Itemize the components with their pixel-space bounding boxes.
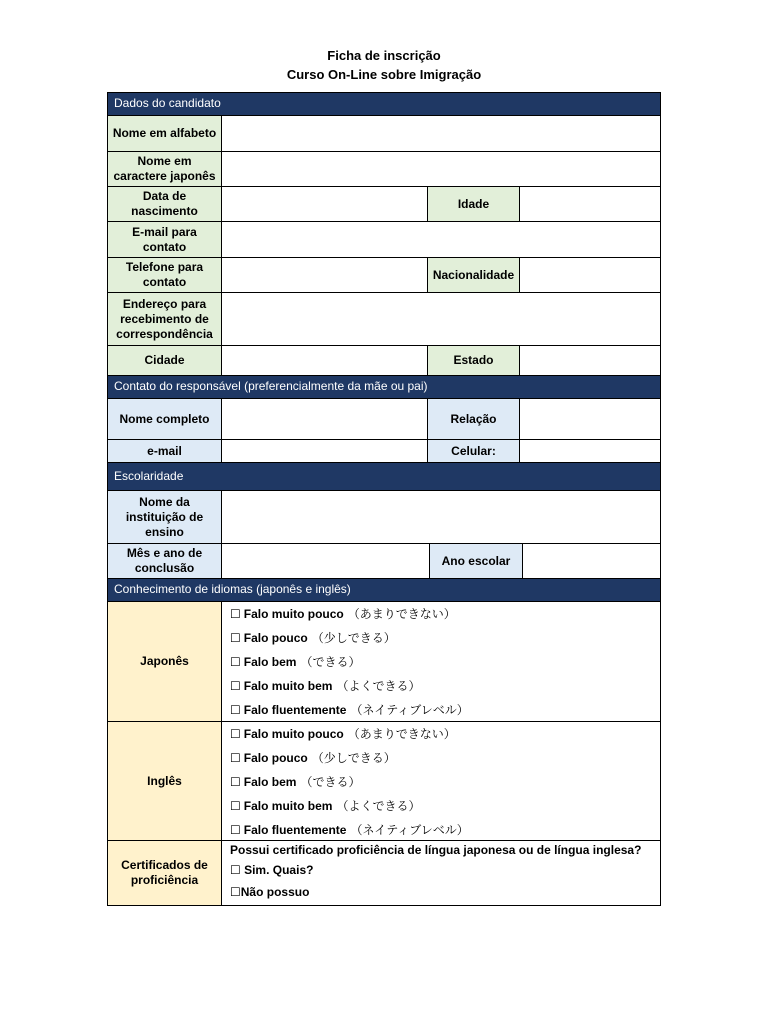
label-english: Inglês: [108, 722, 222, 841]
institution-field[interactable]: [222, 491, 660, 544]
checkbox-icon[interactable]: ☐: [230, 631, 241, 645]
checkbox-icon[interactable]: ☐: [230, 607, 241, 621]
registration-form: [107, 92, 661, 906]
japanese-option-2[interactable]: ☐ Falo pouco （少しできる）: [230, 631, 396, 645]
label-guardian-name: Nome completo: [108, 399, 222, 440]
english-option-4[interactable]: ☐ Falo muito bem （よくできる）: [230, 799, 421, 813]
label-certificates: Certificados de proficiência: [108, 841, 222, 905]
label-relationship: Relação: [428, 399, 520, 440]
certificate-yes-option[interactable]: ☐ Sim. Quais?: [230, 863, 314, 877]
japanese-option-4[interactable]: ☐ Falo muito bem （よくできる）: [230, 679, 421, 693]
state-field[interactable]: [520, 346, 660, 376]
nationality-field[interactable]: [520, 258, 660, 293]
city-field[interactable]: [222, 346, 428, 376]
form-subtitle: Curso On-Line sobre Imigração: [286, 67, 482, 82]
graduation-date-field[interactable]: [222, 544, 430, 579]
label-nationality: Nacionalidade: [428, 258, 520, 293]
label-japanese: Japonês: [108, 602, 222, 722]
label-name-japanese: Nome em caractere japonês: [108, 152, 222, 187]
label-guardian-email: e-mail: [108, 440, 222, 463]
label-birth-date: Data de nascimento: [108, 187, 222, 222]
english-option-3[interactable]: ☐ Falo bem （できる）: [230, 775, 361, 789]
label-name-alphabet: Nome em alfabeto: [108, 116, 222, 152]
label-city: Cidade: [108, 346, 222, 376]
section-heading-candidate: Dados do candidato: [108, 93, 660, 116]
label-address: Endereço para recebimento de correspondência: [108, 293, 222, 346]
section-heading-education: Escolaridade: [108, 463, 660, 491]
checkbox-icon[interactable]: ☐: [230, 751, 241, 765]
certificates-area: [222, 841, 660, 905]
label-phone: Telefone para contato: [108, 258, 222, 293]
name-alphabet-field[interactable]: [222, 116, 660, 152]
label-institution: Nome da instituição de ensino: [108, 491, 222, 544]
english-option-2[interactable]: ☐ Falo pouco （少しできる）: [230, 751, 396, 765]
label-graduation-date: Mês e ano de conclusão: [108, 544, 222, 579]
certificate-question: Possui certificado proficiência de língua japonesa ou de língua inglesa?: [230, 843, 642, 857]
age-field[interactable]: [520, 187, 660, 222]
label-email: E-mail para contato: [108, 222, 222, 258]
guardian-email-field[interactable]: [222, 440, 428, 463]
checkbox-icon[interactable]: ☐: [230, 823, 241, 837]
address-field[interactable]: [222, 293, 660, 346]
label-school-year: Ano escolar: [430, 544, 523, 579]
english-option-1[interactable]: ☐ Falo muito pouco （あまりできない）: [230, 727, 456, 741]
checkbox-icon[interactable]: ☐: [230, 703, 241, 717]
english-level-options: [222, 722, 660, 841]
label-state: Estado: [428, 346, 520, 376]
japanese-option-5[interactable]: ☐ Falo fluentemente （ネイティブレベル）: [230, 703, 469, 717]
checkbox-icon[interactable]: ☐: [230, 727, 241, 741]
guardian-name-field[interactable]: [222, 399, 428, 440]
relationship-field[interactable]: [520, 399, 660, 440]
phone-field[interactable]: [222, 258, 428, 293]
form-title: Ficha de inscrição: [327, 48, 441, 63]
checkbox-icon[interactable]: ☐: [230, 655, 241, 669]
label-mobile: Celular:: [428, 440, 520, 463]
email-field[interactable]: [222, 222, 660, 258]
certificate-no-option[interactable]: ☐Não possuo: [230, 885, 310, 899]
checkbox-icon[interactable]: ☐: [230, 679, 241, 693]
japanese-option-1[interactable]: ☐ Falo muito pouco （あまりできない）: [230, 607, 456, 621]
japanese-option-3[interactable]: ☐ Falo bem （できる）: [230, 655, 361, 669]
checkbox-icon[interactable]: ☐: [230, 775, 241, 789]
checkbox-icon[interactable]: ☐: [230, 799, 241, 813]
japanese-level-options: [222, 602, 660, 722]
label-age: Idade: [428, 187, 520, 222]
english-option-5[interactable]: ☐ Falo fluentemente （ネイティブレベル）: [230, 823, 469, 837]
name-japanese-field[interactable]: [222, 152, 660, 187]
birth-date-field[interactable]: [222, 187, 428, 222]
mobile-field[interactable]: [520, 440, 660, 463]
section-heading-languages: Conhecimento de idiomas (japonês e inglês): [108, 579, 660, 602]
section-heading-guardian: Contato do responsável (preferencialmente da mãe ou pai): [108, 376, 660, 399]
school-year-field[interactable]: [523, 544, 660, 579]
